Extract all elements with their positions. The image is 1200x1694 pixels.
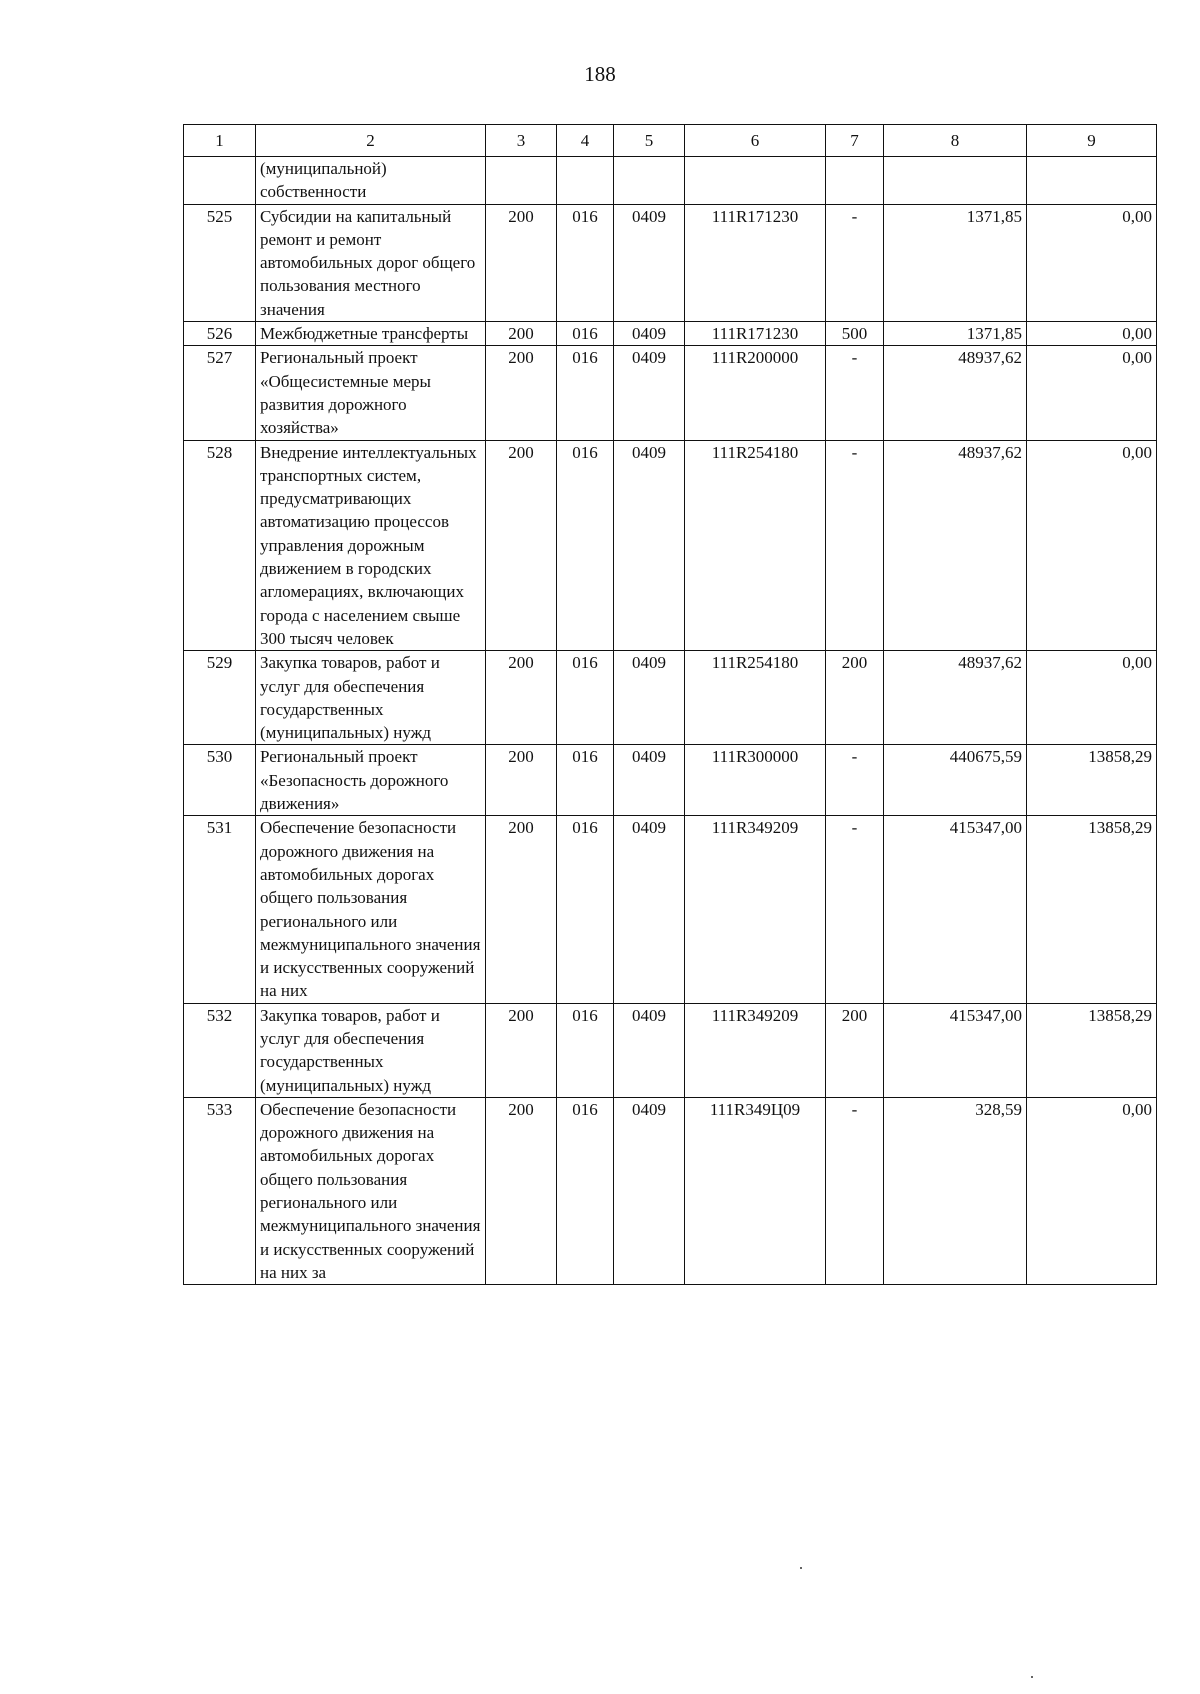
row-col-4: 016	[557, 745, 614, 816]
row-expense-type: 500	[826, 322, 884, 346]
row-target-code: 111R200000	[685, 346, 826, 440]
row-col-5	[614, 157, 685, 205]
row-name: Внедрение интеллектуальных транспортных систем, предусматривающих автоматизацию процессов управления дорожным движением в городских агломерациях, включающих города с населением свыше 300 тысяч человек	[256, 440, 486, 651]
row-col-4: 016	[557, 1003, 614, 1097]
table-row	[184, 745, 1157, 816]
row-amount	[884, 157, 1027, 205]
row-col-4: 016	[557, 1097, 614, 1284]
row-amount-2: 0,00	[1027, 651, 1157, 745]
row-expense-type	[826, 157, 884, 205]
row-expense-type: -	[826, 204, 884, 321]
row-name: Обеспечение безопасности дорожного движения на автомобильных дорогах общего пользования регионального или межмуниципального значения и искусственных сооружений на них за	[256, 1097, 486, 1284]
row-expense-type: -	[826, 745, 884, 816]
row-target-code: 111R349209	[685, 1003, 826, 1097]
row-col-5: 0409	[614, 440, 685, 651]
row-col-5: 0409	[614, 1003, 685, 1097]
header-col-2: 2	[256, 125, 486, 157]
scan-speck	[1031, 1676, 1033, 1678]
header-row	[184, 125, 1157, 157]
row-col-5: 0409	[614, 745, 685, 816]
row-target-code: 111R171230	[685, 204, 826, 321]
row-name: Обеспечение безопасности дорожного движения на автомобильных дорогах общего пользования регионального или межмуниципального значения и искусственных сооружений на них	[256, 816, 486, 1003]
row-col-3: 200	[486, 816, 557, 1003]
row-amount: 48937,62	[884, 651, 1027, 745]
row-amount-2: 13858,29	[1027, 816, 1157, 1003]
row-number: 529	[184, 651, 256, 745]
row-col-5: 0409	[614, 322, 685, 346]
row-amount-2: 0,00	[1027, 322, 1157, 346]
row-expense-type: 200	[826, 651, 884, 745]
row-col-4: 016	[557, 346, 614, 440]
row-name: Региональный проект «Безопасность дорожного движения»	[256, 745, 486, 816]
row-col-4: 016	[557, 440, 614, 651]
row-col-3	[486, 157, 557, 205]
header-col-3: 3	[486, 125, 557, 157]
row-name: Межбюджетные трансферты	[256, 322, 486, 346]
row-target-code: 111R254180	[685, 651, 826, 745]
row-target-code: 111R349Ц09	[685, 1097, 826, 1284]
table-row	[184, 1097, 1157, 1284]
table-row	[184, 651, 1157, 745]
header-col-4: 4	[557, 125, 614, 157]
row-expense-type: -	[826, 346, 884, 440]
row-number: 533	[184, 1097, 256, 1284]
page-number: 188	[584, 62, 616, 86]
row-col-5: 0409	[614, 1097, 685, 1284]
row-col-5: 0409	[614, 651, 685, 745]
row-amount: 1371,85	[884, 322, 1027, 346]
row-name: Закупка товаров, работ и услуг для обеспечения государственных (муниципальных) нужд	[256, 1003, 486, 1097]
budget-table	[183, 124, 1157, 1285]
row-col-3: 200	[486, 322, 557, 346]
row-col-3: 200	[486, 204, 557, 321]
table-row	[184, 346, 1157, 440]
row-amount-2: 0,00	[1027, 1097, 1157, 1284]
row-amount-2: 13858,29	[1027, 1003, 1157, 1097]
row-col-3: 200	[486, 745, 557, 816]
row-target-code: 111R254180	[685, 440, 826, 651]
row-number: 526	[184, 322, 256, 346]
row-number: 525	[184, 204, 256, 321]
row-number: 530	[184, 745, 256, 816]
table-row	[184, 204, 1157, 321]
row-amount: 48937,62	[884, 346, 1027, 440]
row-amount: 415347,00	[884, 816, 1027, 1003]
row-expense-type: -	[826, 816, 884, 1003]
row-number: 527	[184, 346, 256, 440]
row-name: Региональный проект «Общесистемные меры развития дорожного хозяйства»	[256, 346, 486, 440]
row-amount: 415347,00	[884, 1003, 1027, 1097]
row-target-code: 111R300000	[685, 745, 826, 816]
row-col-4: 016	[557, 204, 614, 321]
row-number: 532	[184, 1003, 256, 1097]
row-amount-2: 13858,29	[1027, 745, 1157, 816]
row-col-3: 200	[486, 346, 557, 440]
table-row	[184, 157, 1157, 205]
table-row	[184, 816, 1157, 1003]
row-col-5: 0409	[614, 816, 685, 1003]
row-name: Субсидии на капитальный ремонт и ремонт автомобильных дорог общего пользования местного значения	[256, 204, 486, 321]
table-row	[184, 322, 1157, 346]
row-number	[184, 157, 256, 205]
row-amount: 440675,59	[884, 745, 1027, 816]
row-amount: 1371,85	[884, 204, 1027, 321]
row-number: 531	[184, 816, 256, 1003]
header-col-5: 5	[614, 125, 685, 157]
row-col-4	[557, 157, 614, 205]
row-name: Закупка товаров, работ и услуг для обеспечения государственных (муниципальных) нужд	[256, 651, 486, 745]
row-col-4: 016	[557, 322, 614, 346]
scan-speck	[800, 1567, 802, 1569]
row-expense-type: 200	[826, 1003, 884, 1097]
header-col-8: 8	[884, 125, 1027, 157]
row-amount-2: 0,00	[1027, 440, 1157, 651]
row-amount: 48937,62	[884, 440, 1027, 651]
header-col-1: 1	[184, 125, 256, 157]
header-col-9: 9	[1027, 125, 1157, 157]
row-col-5: 0409	[614, 204, 685, 321]
row-col-3: 200	[486, 1097, 557, 1284]
row-col-3: 200	[486, 440, 557, 651]
row-amount: 328,59	[884, 1097, 1027, 1284]
row-amount-2	[1027, 157, 1157, 205]
row-expense-type: -	[826, 440, 884, 651]
row-amount-2: 0,00	[1027, 346, 1157, 440]
table-row	[184, 1003, 1157, 1097]
row-col-4: 016	[557, 816, 614, 1003]
row-col-3: 200	[486, 651, 557, 745]
header-col-7: 7	[826, 125, 884, 157]
row-number: 528	[184, 440, 256, 651]
row-amount-2: 0,00	[1027, 204, 1157, 321]
row-expense-type: -	[826, 1097, 884, 1284]
row-name: (муниципальной) собственности	[256, 157, 486, 205]
row-target-code	[685, 157, 826, 205]
row-col-4: 016	[557, 651, 614, 745]
row-col-5: 0409	[614, 346, 685, 440]
table-row	[184, 440, 1157, 651]
row-col-3: 200	[486, 1003, 557, 1097]
row-target-code: 111R349209	[685, 816, 826, 1003]
row-target-code: 111R171230	[685, 322, 826, 346]
header-col-6: 6	[685, 125, 826, 157]
